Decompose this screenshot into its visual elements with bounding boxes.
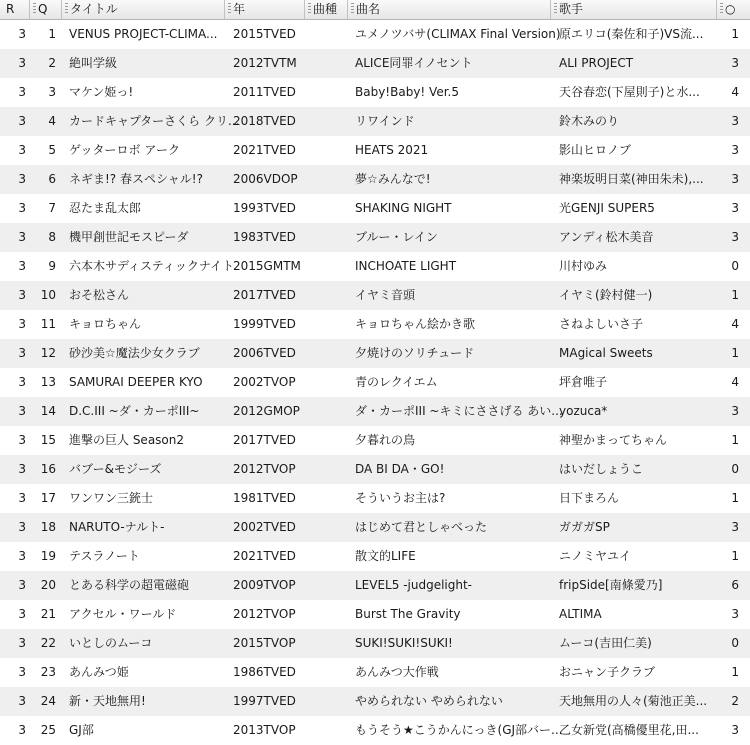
cell-year: 2012TVTM <box>233 56 297 70</box>
cell-artist: おニャン子クラブ <box>559 665 656 679</box>
cell-count: 6 <box>731 578 739 592</box>
cell-count: 1 <box>731 549 739 563</box>
cell-count: 3 <box>731 56 739 70</box>
table-row[interactable] <box>0 78 750 107</box>
cell-count: 1 <box>731 346 739 360</box>
cell-title: 機甲創世記モスピーダ <box>69 230 189 244</box>
cell-song: 夕焼けのソリチュード <box>355 346 475 360</box>
grid-body <box>0 20 750 745</box>
cell-song: 青のレクイエム <box>355 375 438 389</box>
cell-q: 18 <box>40 520 56 534</box>
cell-q: 19 <box>40 549 56 563</box>
cell-title: 六本木サディスティックナイト <box>69 259 235 273</box>
column-grip-icon <box>65 3 68 15</box>
cell-genre <box>308 716 350 745</box>
cell-artist: ガガガSP <box>559 520 610 534</box>
cell-year: 2015TVED <box>233 27 296 41</box>
cell-title: 新・天地無用! <box>69 694 146 708</box>
cell-count: 4 <box>731 317 739 331</box>
column-header-artist[interactable]: 歌手 <box>551 0 717 19</box>
table-row[interactable] <box>0 20 750 49</box>
cell-year: 1986TVED <box>233 665 296 679</box>
cell-q: 12 <box>40 346 56 360</box>
cell-count: 1 <box>731 433 739 447</box>
cell-q: 24 <box>40 694 56 708</box>
cell-genre <box>308 20 350 49</box>
cell-count: 3 <box>731 607 739 621</box>
cell-year: 1997TVED <box>233 694 296 708</box>
table-row[interactable] <box>0 600 750 629</box>
cell-title: キョロちゃん <box>69 317 142 331</box>
cell-song: INCHOATE LIGHT <box>355 259 457 273</box>
cell-artist: ムーコ(吉田仁美) <box>559 636 652 650</box>
table-row[interactable] <box>0 194 750 223</box>
cell-song: Burst The Gravity <box>355 607 461 621</box>
cell-artist: ALI PROJECT <box>559 56 634 70</box>
cell-r: 3 <box>18 143 26 157</box>
table-row[interactable] <box>0 397 750 426</box>
cell-song: そういうお主は? <box>355 491 446 505</box>
column-grip-icon <box>351 3 354 15</box>
cell-year: 2002TVED <box>233 520 296 534</box>
cell-q: 6 <box>48 172 56 186</box>
table-row[interactable] <box>0 658 750 687</box>
cell-count: 1 <box>731 491 739 505</box>
cell-title: ネギま!? 春スペシャル!? <box>69 172 203 186</box>
cell-genre <box>308 281 350 310</box>
cell-r: 3 <box>18 56 26 70</box>
cell-count: 3 <box>731 520 739 534</box>
cell-count: 3 <box>731 230 739 244</box>
cell-year: 2011TVED <box>233 85 296 99</box>
cell-song: 散文的LIFE <box>355 549 416 563</box>
cell-year: 2015TVOP <box>233 636 296 650</box>
cell-r: 3 <box>18 404 26 418</box>
cell-title: ワンワン三銃士 <box>69 491 154 505</box>
cell-count: 1 <box>731 665 739 679</box>
cell-q: 23 <box>40 665 56 679</box>
cell-song: キョロちゃん絵かき歌 <box>355 317 476 331</box>
column-header-title[interactable]: タイトル <box>62 0 225 19</box>
cell-genre <box>308 455 350 484</box>
cell-artist: はいだしょうこ <box>559 462 644 476</box>
cell-genre <box>308 571 350 600</box>
cell-artist: 乙女新党(高橋優里花,田... <box>559 723 699 737</box>
cell-artist: さねよしいさ子 <box>559 317 644 331</box>
cell-year: 2006TVED <box>233 346 296 360</box>
column-header-year[interactable]: 年 <box>225 0 305 19</box>
cell-year: 2021TVED <box>233 143 296 157</box>
cell-genre <box>308 513 350 542</box>
column-grip-icon <box>554 3 557 15</box>
cell-genre <box>308 600 350 629</box>
cell-q: 21 <box>40 607 56 621</box>
table-row[interactable] <box>0 455 750 484</box>
cell-artist: yozuca* <box>559 404 608 418</box>
cell-title: 砂沙美☆魔法少女クラブ <box>69 346 200 360</box>
cell-count: 3 <box>731 143 739 157</box>
cell-artist: 天地無用の人々(菊池正美... <box>559 694 708 708</box>
cell-title: テスラノート <box>69 549 140 563</box>
table-row[interactable] <box>0 136 750 165</box>
cell-title: NARUTO-ナルト- <box>69 520 165 534</box>
cell-genre <box>308 426 350 455</box>
column-header-q[interactable]: Q <box>30 0 62 19</box>
cell-genre <box>308 397 350 426</box>
cell-title: あんみつ姫 <box>69 665 129 679</box>
table-row[interactable] <box>0 426 750 455</box>
column-grip-icon <box>228 3 231 15</box>
cell-r: 3 <box>18 694 26 708</box>
cell-artist: 坪倉唯子 <box>559 375 608 389</box>
cell-artist: 神聖かまってちゃん <box>559 433 668 447</box>
cell-count: 3 <box>731 723 739 737</box>
column-grip-icon <box>308 3 311 15</box>
cell-q: 8 <box>48 230 56 244</box>
cell-genre <box>308 223 350 252</box>
cell-q: 10 <box>40 288 56 302</box>
cell-genre <box>308 107 350 136</box>
cell-year: 1983TVED <box>233 230 296 244</box>
cell-count: 1 <box>731 288 739 302</box>
cell-title: 絶叫学級 <box>69 56 118 70</box>
table-row[interactable] <box>0 542 750 571</box>
cell-song: あんみつ大作戦 <box>355 665 439 679</box>
cell-year: 2013TVOP <box>233 723 296 737</box>
cell-title: GJ部 <box>69 723 94 737</box>
cell-q: 7 <box>48 201 56 215</box>
cell-song: SHAKING NIGHT <box>355 201 452 215</box>
cell-genre <box>308 629 350 658</box>
cell-artist: イヤミ(鈴村健一) <box>559 288 653 302</box>
cell-r: 3 <box>18 346 26 360</box>
cell-q: 22 <box>40 636 56 650</box>
cell-title: ゲッターロボ アーク <box>69 143 180 157</box>
cell-q: 17 <box>40 491 56 505</box>
cell-song: やめられない やめられない <box>355 694 503 708</box>
cell-year: 2006VDOP <box>233 172 298 186</box>
cell-year: 1981TVED <box>233 491 296 505</box>
cell-title: マケン姫っ! <box>69 85 134 99</box>
cell-song: Baby!Baby! Ver.5 <box>355 85 459 99</box>
cell-q: 16 <box>40 462 56 476</box>
cell-genre <box>308 252 350 281</box>
cell-title: とある科学の超電磁砲 <box>69 578 190 592</box>
cell-r: 3 <box>18 375 26 389</box>
cell-q: 2 <box>48 56 56 70</box>
cell-genre <box>308 687 350 716</box>
cell-q: 20 <box>40 578 56 592</box>
cell-song: HEATS 2021 <box>355 143 429 157</box>
cell-title: SAMURAI DEEPER KYO <box>69 375 203 389</box>
cell-count: 0 <box>731 259 739 273</box>
cell-title: カードキャプターさくら クリ... <box>69 114 240 128</box>
cell-genre <box>308 484 350 513</box>
cell-year: 2018TVED <box>233 114 296 128</box>
cell-r: 3 <box>18 317 26 331</box>
cell-q: 11 <box>40 317 56 331</box>
cell-r: 3 <box>18 288 26 302</box>
cell-count: 3 <box>731 114 739 128</box>
cell-year: 2021TVED <box>233 549 296 563</box>
cell-artist: 川村ゆみ <box>559 259 608 273</box>
table-row[interactable] <box>0 339 750 368</box>
cell-r: 3 <box>18 259 26 273</box>
cell-r: 3 <box>18 201 26 215</box>
cell-q: 1 <box>48 27 56 41</box>
cell-count: 3 <box>731 172 739 186</box>
cell-genre <box>308 339 350 368</box>
cell-count: 2 <box>731 694 739 708</box>
cell-r: 3 <box>18 520 26 534</box>
cell-genre <box>308 165 350 194</box>
cell-r: 3 <box>18 578 26 592</box>
cell-song: ブルー・レイン <box>355 230 438 244</box>
table-row[interactable] <box>0 571 750 600</box>
cell-artist: 影山ヒロノブ <box>559 143 632 157</box>
table-row[interactable] <box>0 629 750 658</box>
table-row[interactable] <box>0 687 750 716</box>
cell-year: 2002TVOP <box>233 375 296 389</box>
cell-title: いとしのムーコ <box>69 636 153 650</box>
cell-artist: 鈴木みのり <box>559 114 620 128</box>
cell-r: 3 <box>18 491 26 505</box>
cell-r: 3 <box>18 462 26 476</box>
cell-q: 5 <box>48 143 56 157</box>
cell-title: D.C.III ~ダ・カーポIII~ <box>69 404 200 418</box>
cell-title: 忍たま乱太郎 <box>69 201 142 215</box>
cell-song: LEVEL5 -judgelight- <box>355 578 473 592</box>
cell-genre <box>308 49 350 78</box>
cell-r: 3 <box>18 433 26 447</box>
column-grip-icon <box>720 3 723 15</box>
cell-year: 2012GMOP <box>233 404 300 418</box>
cell-genre <box>308 194 350 223</box>
cell-q: 13 <box>40 375 56 389</box>
cell-count: 4 <box>731 375 739 389</box>
cell-artist: 光GENJI SUPER5 <box>559 201 655 215</box>
cell-genre <box>308 136 350 165</box>
table-row[interactable] <box>0 281 750 310</box>
cell-r: 3 <box>18 607 26 621</box>
cell-artist: 原エリコ(秦佐和子)VS流... <box>559 27 704 41</box>
table-row[interactable] <box>0 49 750 78</box>
cell-q: 15 <box>40 433 56 447</box>
cell-song: リワインド <box>355 114 415 128</box>
cell-song: ダ・カーポIII ~キミにささげる あい... <box>355 404 563 418</box>
column-header-count[interactable]: ○ <box>717 0 750 19</box>
cell-song: はじめて君としゃべった <box>355 520 488 534</box>
cell-artist: 日下まろん <box>559 491 620 505</box>
column-header-genre[interactable]: 曲種 <box>305 0 348 19</box>
cell-year: 2012TVOP <box>233 462 296 476</box>
cell-count: 1 <box>731 27 739 41</box>
cell-year: 2015GMTM <box>233 259 301 273</box>
table-row[interactable] <box>0 165 750 194</box>
column-grip-icon <box>33 3 36 15</box>
cell-song: もうそう★こうかんにっき(GJ部バー... <box>355 723 563 737</box>
table-row[interactable] <box>0 368 750 397</box>
cell-year: 2012TVOP <box>233 607 296 621</box>
cell-count: 0 <box>731 636 739 650</box>
cell-r: 3 <box>18 230 26 244</box>
column-header-bar <box>0 0 750 20</box>
cell-r: 3 <box>18 636 26 650</box>
cell-artist: ALTIMA <box>559 607 602 621</box>
cell-r: 3 <box>18 723 26 737</box>
cell-title: アクセル・ワールド <box>69 607 177 621</box>
cell-q: 25 <box>40 723 56 737</box>
table-row[interactable] <box>0 716 750 745</box>
table-row[interactable] <box>0 484 750 513</box>
cell-q: 3 <box>48 85 56 99</box>
cell-song: 夢☆みんなで! <box>355 172 431 186</box>
table-row[interactable] <box>0 107 750 136</box>
column-header-r[interactable]: R <box>0 0 30 19</box>
cell-song: DA BI DA・GO! <box>355 462 445 476</box>
cell-genre <box>308 78 350 107</box>
cell-year: 2017TVED <box>233 288 296 302</box>
cell-genre <box>308 368 350 397</box>
cell-count: 0 <box>731 462 739 476</box>
cell-genre <box>308 542 350 571</box>
cell-year: 2009TVOP <box>233 578 296 592</box>
cell-title: VENUS PROJECT-CLIMA... <box>69 27 218 41</box>
cell-title: おそ松さん <box>69 288 130 302</box>
cell-r: 3 <box>18 665 26 679</box>
cell-artist: fripSide[南條愛乃] <box>559 578 663 592</box>
column-header-song[interactable]: 曲名 <box>348 0 551 19</box>
cell-artist: MAgical Sweets <box>559 346 653 360</box>
cell-title: 進撃の巨人 Season2 <box>69 433 185 447</box>
cell-song: イヤミ音頭 <box>355 288 416 302</box>
table-row[interactable] <box>0 513 750 542</box>
cell-year: 2017TVED <box>233 433 296 447</box>
cell-artist: 天谷春恋(下屋則子)と水... <box>559 85 700 99</box>
cell-title: バブー&モジーズ <box>69 462 162 476</box>
cell-q: 4 <box>48 114 56 128</box>
cell-year: 1993TVED <box>233 201 296 215</box>
cell-song: ユメノツバサ(CLIMAX Final Version) <box>355 27 561 41</box>
cell-r: 3 <box>18 114 26 128</box>
cell-count: 3 <box>731 201 739 215</box>
cell-artist: アンディ松木美音 <box>559 230 654 244</box>
cell-r: 3 <box>18 172 26 186</box>
cell-song: 夕暮れの鳥 <box>355 433 416 447</box>
cell-artist: ニノミヤユイ <box>559 549 632 563</box>
cell-genre <box>308 310 350 339</box>
table-row[interactable] <box>0 223 750 252</box>
cell-genre <box>308 658 350 687</box>
cell-artist: 神楽坂明日菜(神田朱未),... <box>559 172 704 186</box>
table-row[interactable] <box>0 310 750 339</box>
cell-count: 4 <box>731 85 739 99</box>
cell-r: 3 <box>18 27 26 41</box>
cell-year: 1999TVED <box>233 317 296 331</box>
cell-song: ALICE同罪イノセント <box>355 56 473 70</box>
cell-q: 14 <box>40 404 56 418</box>
cell-count: 3 <box>731 404 739 418</box>
cell-r: 3 <box>18 549 26 563</box>
cell-q: 9 <box>48 259 56 273</box>
table-row[interactable] <box>0 252 750 281</box>
cell-song: SUKI!SUKI!SUKI! <box>355 636 453 650</box>
cell-r: 3 <box>18 85 26 99</box>
